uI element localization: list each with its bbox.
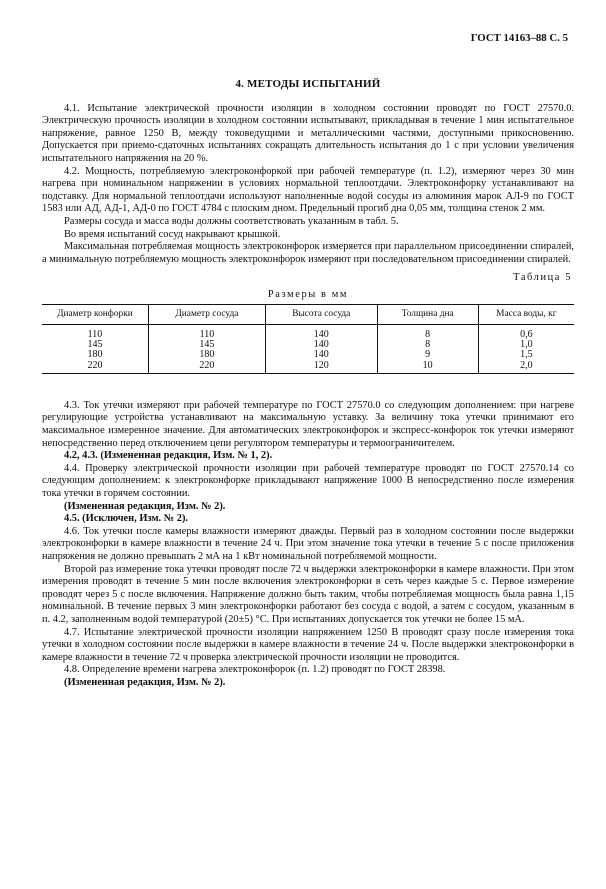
paragraph-vessel-size: Размеры сосуда и масса воды должны соответствовать указанным в табл. 5.	[64, 215, 399, 227]
table-cell: 220	[148, 361, 265, 374]
table-cell: 8	[377, 325, 478, 341]
amendment-note: 4.2, 4.3. (Измененная редакция, Изм. № 1, 2).	[64, 450, 273, 462]
paragraph-second-measurement: Второй раз измерение тока утечки проводят после 72 ч выдержки электроконфорки в камере влажности. При этом измерения проводят в течение 5 мин после включения электроконфорки в сеть через каждые 5 с. Первое измерение проводят через 5 с после включения. Напряжение должно быть таким, чтобы потребляемая мощность была равна 1,15 номинальной. В течение первых 3 мин электроконфорки работают без сосуда с водой, а затем с сосудом, указанным в п. 4.2, заполненным водой температурой (20±5) °С. При испытаниях допускается ток утечки не более 15 мА.	[42, 563, 574, 625]
table-row	[42, 325, 574, 341]
table-cell: 145	[148, 340, 265, 350]
table-cell: 110	[87, 329, 103, 340]
section-title: 4. МЕТОДЫ ИСПЫТАНИЙ	[235, 78, 381, 90]
paragraph-4-1: 4.1. Испытание электрической прочности изоляции в холодном состоянии проводят по ГОСТ 27570.0. Электрическую прочность изоляции в холодном состоянии испытывают, прикладывая в течение 1 мин испытательное напряжение, равное 1250 В, между токоведущими и металлическими частями, доступными прикосновению. Допускается при приемо-сдаточных испытаниях сокращать длительность испытания до 1 с при условии увеличения испытательного напряжения на 20 %.	[42, 102, 574, 164]
table-header-cell: Масса воды, кг	[478, 304, 574, 325]
amendment-note: (Измененная редакция, Изм. № 2).	[64, 500, 226, 512]
table-cell: 0,6	[478, 325, 574, 341]
table-header-cell: Диаметр сосуда	[148, 304, 265, 325]
table-row	[42, 340, 574, 350]
table-header-row	[42, 304, 574, 325]
amendment-note: (Измененная редакция, Изм. № 2).	[64, 676, 226, 688]
table-cell: 180	[87, 349, 103, 361]
paragraph-4-4: 4.4. Проверку электрической прочности изоляции при рабочей температуре проводят по ГОСТ 27570.14 со следующим дополнением: к электроконфорке прикладывают напряжение 1000 В непосредственно после измерения тока утечки в горячем состоянии.	[42, 462, 574, 499]
table-caption: Таблица 5	[513, 272, 572, 284]
paragraph-4-6: 4.6. Ток утечки после камеры влажности измеряют дважды. Первый раз в холодном состоянии после выдержки электроконфорки в камере влажности в течение 24 ч. При этом значение тока утечки в течение 5 с после приложения напряжения не должно превышать 2 мА на 1 кВт номинальной потребляемой мощности.	[42, 525, 574, 562]
table-header-cell: Диаметр конфорки	[42, 304, 148, 325]
paragraph-4-8: 4.8. Определение времени нагрева электроконфорок (п. 1.2) проводят по ГОСТ 28398.	[64, 664, 446, 676]
table-row	[42, 350, 574, 360]
paragraph-4-3: 4.3. Ток утечки измеряют при рабочей температуре по ГОСТ 27570.0 со следующим дополнением: при нагреве регулирующие устройства устанавливают на максимальную уставку. За величину тока утечки принимают его максимальное измеренное значение. Для автоматических электроконфорок и экспресс-конфорок ток утечки измеряют непосредственно перед отключением цепи регулятором температуры и термоограничителем.	[42, 399, 574, 449]
table-cell: 2,0	[478, 361, 574, 374]
paragraph-4-2: 4.2. Мощность, потребляемую электроконфоркой при рабочей температуре (п. 1.2), измеряют через 30 мин нагрева при номинальном напряжении в условиях нормальной теплоотдачи. Электроконфорку устанавливают на подставку. Для нормальной теплоотдачи используют наполненные водой сосуды из алюминия марок АЛ-9 по ГОСТ 1583 или АД, АД-1, АД-0 по ГОСТ 4784 с плоским дном. Предельный прогиб дна 0,05 мм, толщина стенок 2 мм.	[42, 165, 574, 215]
paragraph-lid: Во время испытаний сосуд накрывают крышкой.	[64, 228, 281, 240]
table-header-cell: Высота сосуда	[265, 304, 377, 325]
table-cell: 140	[265, 325, 377, 341]
table-cell: 140	[265, 350, 377, 360]
table-cell: 220	[42, 361, 148, 374]
table-5	[42, 304, 574, 374]
table-cell: 180	[148, 350, 265, 360]
table-cell: 9	[377, 350, 478, 360]
table-cell: 1,5	[478, 350, 574, 360]
table-cell: 120	[265, 361, 377, 374]
table-cell: 1,0	[478, 340, 574, 350]
table-header-cell: Толщина дна	[377, 304, 478, 325]
table-cell: 10	[377, 361, 478, 374]
table-row	[42, 361, 574, 374]
table-cell: 145	[87, 339, 103, 351]
table-cell: 8	[377, 340, 478, 350]
table-cell: 140	[265, 340, 377, 350]
paragraph-4-7: 4.7. Испытание электрической прочности изоляции напряжением 1250 В проводят сразу после измерения тока утечки в холодном состоянии после выдержки в камере влажности в течение 24 ч. После выдержки электроконфорки в камере влажности в течение 72 ч проверка электрической прочности изоляции не проводится.	[42, 626, 574, 663]
table-cell: 110	[148, 325, 265, 341]
paragraph-4-5: 4.5. (Исключен, Изм. № 2).	[64, 513, 189, 525]
table-dimensions-note: Размеры в мм	[267, 288, 349, 300]
paragraph-max-power: Максимальная потребляемая мощность электроконфорок измеряется при параллельном присоединении спиралей, а минимальную потребляемую мощность электроконфорок измеряют при последовательном присоединении спиралей.	[42, 241, 574, 265]
page-header: ГОСТ 14163–88 С. 5	[470, 32, 568, 44]
